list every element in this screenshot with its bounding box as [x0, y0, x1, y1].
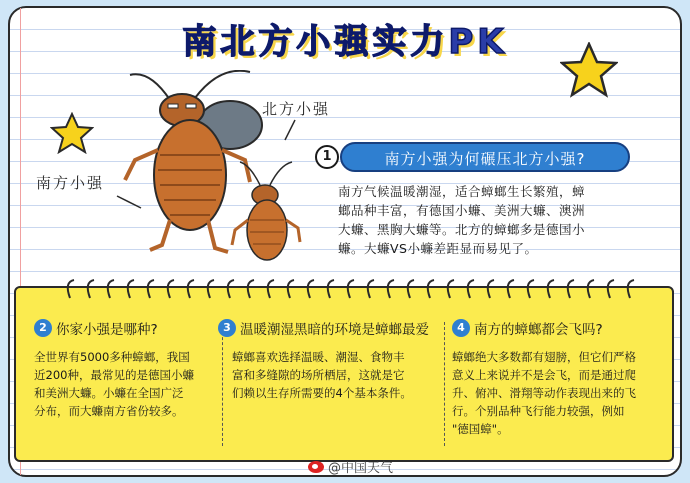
question-1-number: 1	[315, 145, 339, 169]
section-number: 2	[34, 319, 52, 337]
north-roach-label: 北方小强	[262, 100, 331, 118]
pointer-line	[115, 192, 145, 212]
section-number: 4	[452, 319, 470, 337]
south-roach-label: 南方小强	[36, 174, 105, 192]
section-2	[34, 318, 214, 420]
pointer-line	[280, 118, 300, 144]
question-1-answer: 南方气候温暖潮湿，适合蟑螂生长繁殖，蟑 螂品种丰富，有德国小蠊、美洲大蠊、澳洲 大蠊、黑胸大蠊等。北方的蟑螂多是德国小 蠊。大蠊VS小蠊差距显而易见了。	[338, 184, 586, 256]
section-body: 全世界有5000多种蟑螂，我国 近200种，最常见的是德国小蠊 和美洲大蠊。小蠊在全国广泛 分布，而大蠊南方省份较多。	[34, 350, 194, 418]
spiral-binding	[60, 276, 640, 304]
watermark	[308, 457, 393, 476]
section-heading: 温暖潮湿黑暗的环境是蟑螂最爱	[240, 322, 429, 338]
watermark-text: @中国天气	[328, 461, 394, 476]
section-body: 蟑螂喜欢选择温暖、潮湿、食物丰 富和多缝隙的场所栖居，这就是它 们赖以生存所需要的4个基本条件。	[232, 350, 412, 400]
section-heading: 你家小强是哪种?	[56, 322, 158, 338]
divider	[444, 322, 445, 446]
star-icon	[50, 112, 94, 154]
page-title: 南北方小强实力PK	[182, 22, 508, 62]
weibo-icon	[308, 461, 324, 473]
section-3	[218, 318, 440, 402]
question-1-heading: 南方小强为何碾压北方小强?	[340, 142, 630, 172]
section-heading: 南方的蟑螂都会飞吗?	[474, 322, 603, 338]
star-icon	[560, 42, 618, 98]
section-4	[452, 318, 674, 438]
section-number: 3	[218, 319, 236, 337]
section-body: 蟑螂绝大多数都有翅膀，但它们严格 意义上来说并不是会飞，而是通过爬 升、俯冲、滑翔等动作表现出来的飞 行。个别品种飞行能力较强，例如 "德国蟑"。	[452, 350, 636, 436]
